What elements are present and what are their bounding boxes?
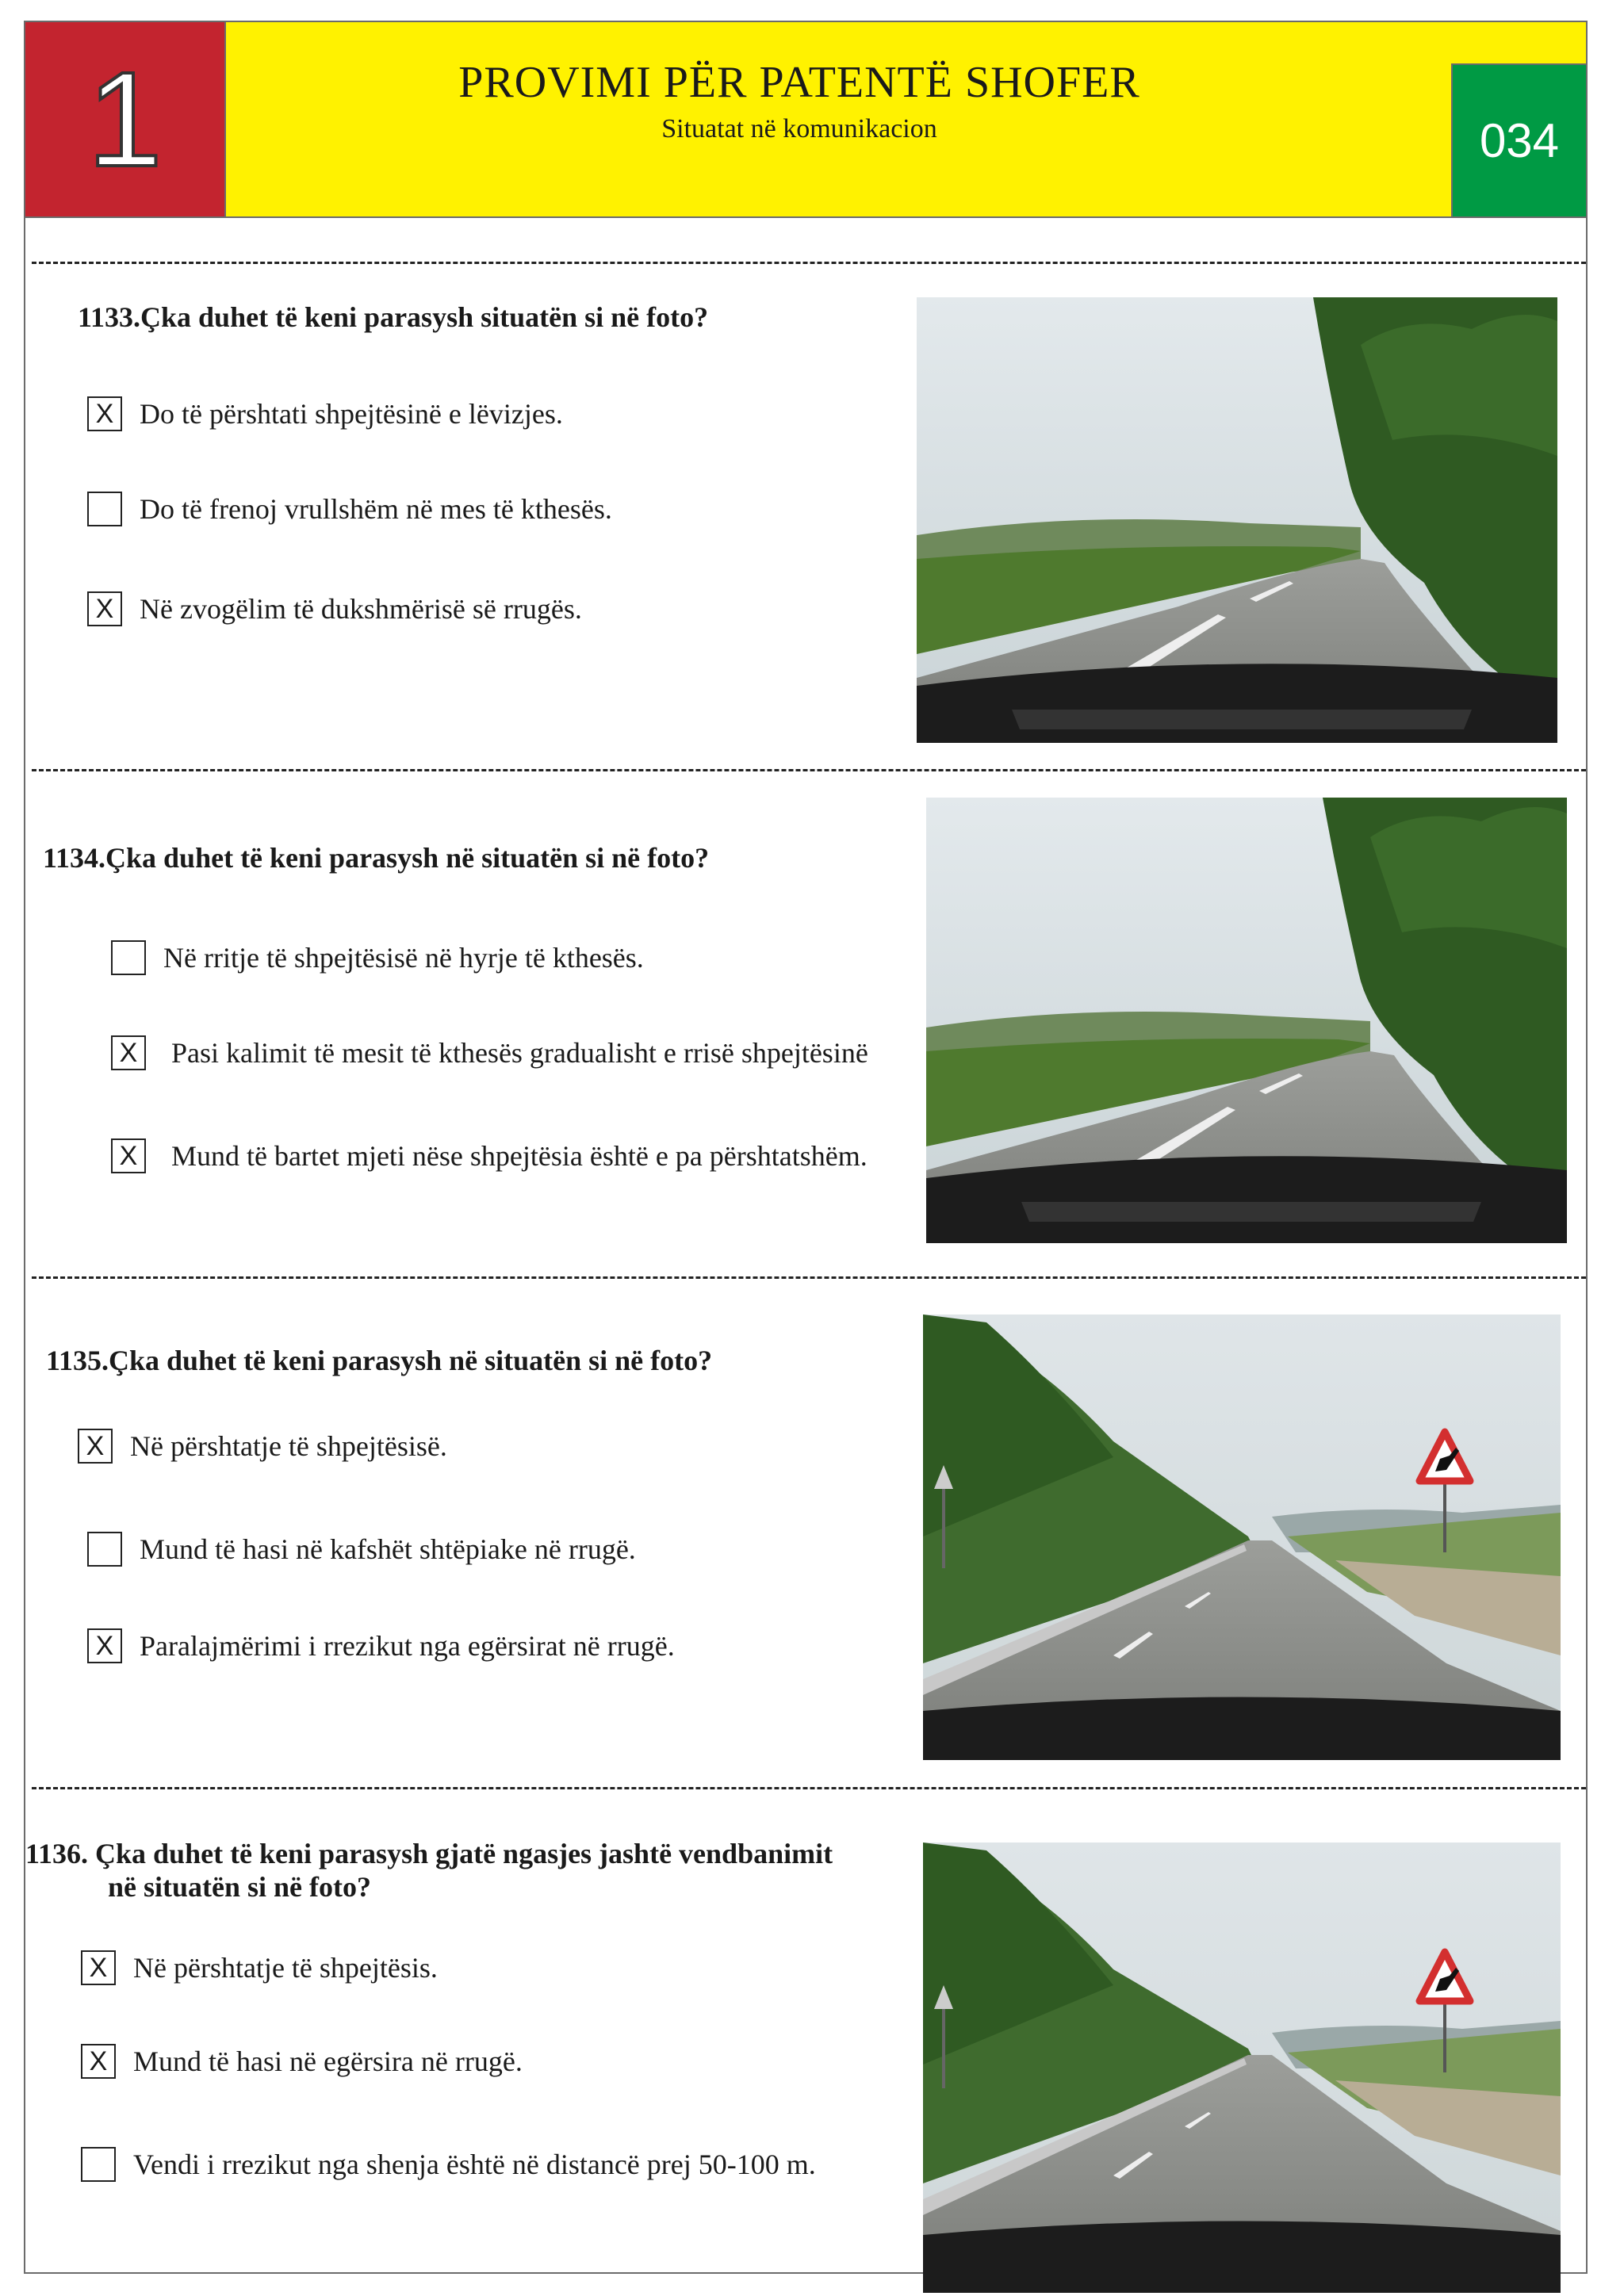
question-1134-photo bbox=[926, 798, 1567, 1243]
separator bbox=[32, 1276, 1586, 1279]
answer-checkbox[interactable] bbox=[87, 492, 122, 526]
question-1133-photo bbox=[917, 297, 1557, 743]
question-1134-option-1[interactable] bbox=[111, 940, 644, 975]
answer-checkbox[interactable]: X bbox=[81, 2044, 116, 2079]
question-1136-option-3[interactable] bbox=[81, 2147, 816, 2182]
answer-checkbox[interactable]: X bbox=[111, 1035, 146, 1070]
option-text: Vendi i rrezikut nga shenja është në distancë prej 50-100 m. bbox=[133, 2149, 816, 2180]
answer-checkbox[interactable]: X bbox=[78, 1429, 113, 1464]
question-1135-photo bbox=[923, 1314, 1561, 1760]
question-1136-photo bbox=[923, 1843, 1561, 2293]
option-text: Do të përshtati shpejtësinë e lëvizjes. bbox=[140, 398, 563, 430]
question-1134-option-2[interactable] bbox=[111, 1035, 868, 1070]
answer-checkbox[interactable]: X bbox=[111, 1138, 146, 1173]
answer-checkbox[interactable] bbox=[87, 1532, 122, 1567]
page-code: 034 bbox=[1479, 114, 1560, 167]
answer-checkbox[interactable]: X bbox=[87, 591, 122, 626]
option-text: Paralajmërimi i rrezikut nga egërsirat në rrugë. bbox=[140, 1630, 675, 1662]
page-header bbox=[24, 21, 1588, 218]
chapter-number-box bbox=[25, 22, 226, 216]
option-text: Mund të bartet mjeti nëse shpejtësia është e pa përshtatshëm. bbox=[171, 1140, 868, 1172]
question-1133-text: 1133.Çka duhet të keni parasysh situatën si në foto? bbox=[78, 301, 709, 333]
page-title: PROVIMI PËR PATENTË SHOFER bbox=[458, 58, 1140, 107]
question-1133-option-3[interactable] bbox=[87, 591, 582, 626]
question-1136-text-line-2: në situatën si në foto? bbox=[108, 1871, 371, 1903]
answer-checkbox[interactable] bbox=[111, 940, 146, 975]
question-1136-option-2[interactable] bbox=[81, 2044, 523, 2079]
separator bbox=[32, 262, 1586, 264]
page-code-box bbox=[1451, 63, 1586, 216]
option-text: Në zvogëlim të dukshmërisë së rrugës. bbox=[140, 593, 582, 625]
page-subtitle: Situatat në komunikacion bbox=[661, 114, 937, 144]
option-text: Në përshtatje të shpejtësisë. bbox=[130, 1430, 447, 1462]
question-1134-text: 1134.Çka duhet të keni parasysh në situatën si në foto? bbox=[43, 842, 710, 874]
option-text: Mund të hasi në kafshët shtëpiake në rrugë. bbox=[140, 1533, 636, 1565]
question-1135-option-2[interactable] bbox=[87, 1532, 636, 1567]
option-text: Do të frenoj vrullshëm në mes të kthesës. bbox=[140, 493, 612, 525]
option-text: Mund të hasi në egërsira në rrugë. bbox=[133, 2045, 523, 2077]
option-text: Në përshtatje të shpejtësis. bbox=[133, 1952, 438, 1984]
question-1135-text: 1135.Çka duhet të keni parasysh në situatën si në foto? bbox=[46, 1345, 713, 1376]
question-1136-option-1[interactable] bbox=[81, 1950, 438, 1985]
question-1133-option-2[interactable] bbox=[87, 492, 612, 526]
answer-checkbox[interactable]: X bbox=[81, 1950, 116, 1985]
separator bbox=[32, 769, 1586, 771]
separator bbox=[32, 1787, 1586, 1789]
question-1135-option-3[interactable] bbox=[87, 1628, 675, 1663]
question-1135-option-1[interactable] bbox=[78, 1429, 447, 1464]
question-1136-text-line-1: 1136. Çka duhet të keni parasysh gjatë ngasjes jashtë vendbanimit bbox=[25, 1838, 833, 1869]
answer-checkbox[interactable]: X bbox=[87, 396, 122, 431]
option-text: Pasi kalimit të mesit të kthesës gradualisht e rrisë shpejtësinë bbox=[171, 1037, 868, 1069]
answer-checkbox[interactable] bbox=[81, 2147, 116, 2182]
answer-checkbox[interactable]: X bbox=[87, 1628, 122, 1663]
chapter-number: 1 bbox=[87, 44, 163, 195]
option-text: Në rritje të shpejtësisë në hyrje të kthesës. bbox=[163, 942, 644, 974]
question-1133-option-1[interactable] bbox=[87, 396, 563, 431]
question-1134-option-3[interactable] bbox=[111, 1138, 868, 1173]
